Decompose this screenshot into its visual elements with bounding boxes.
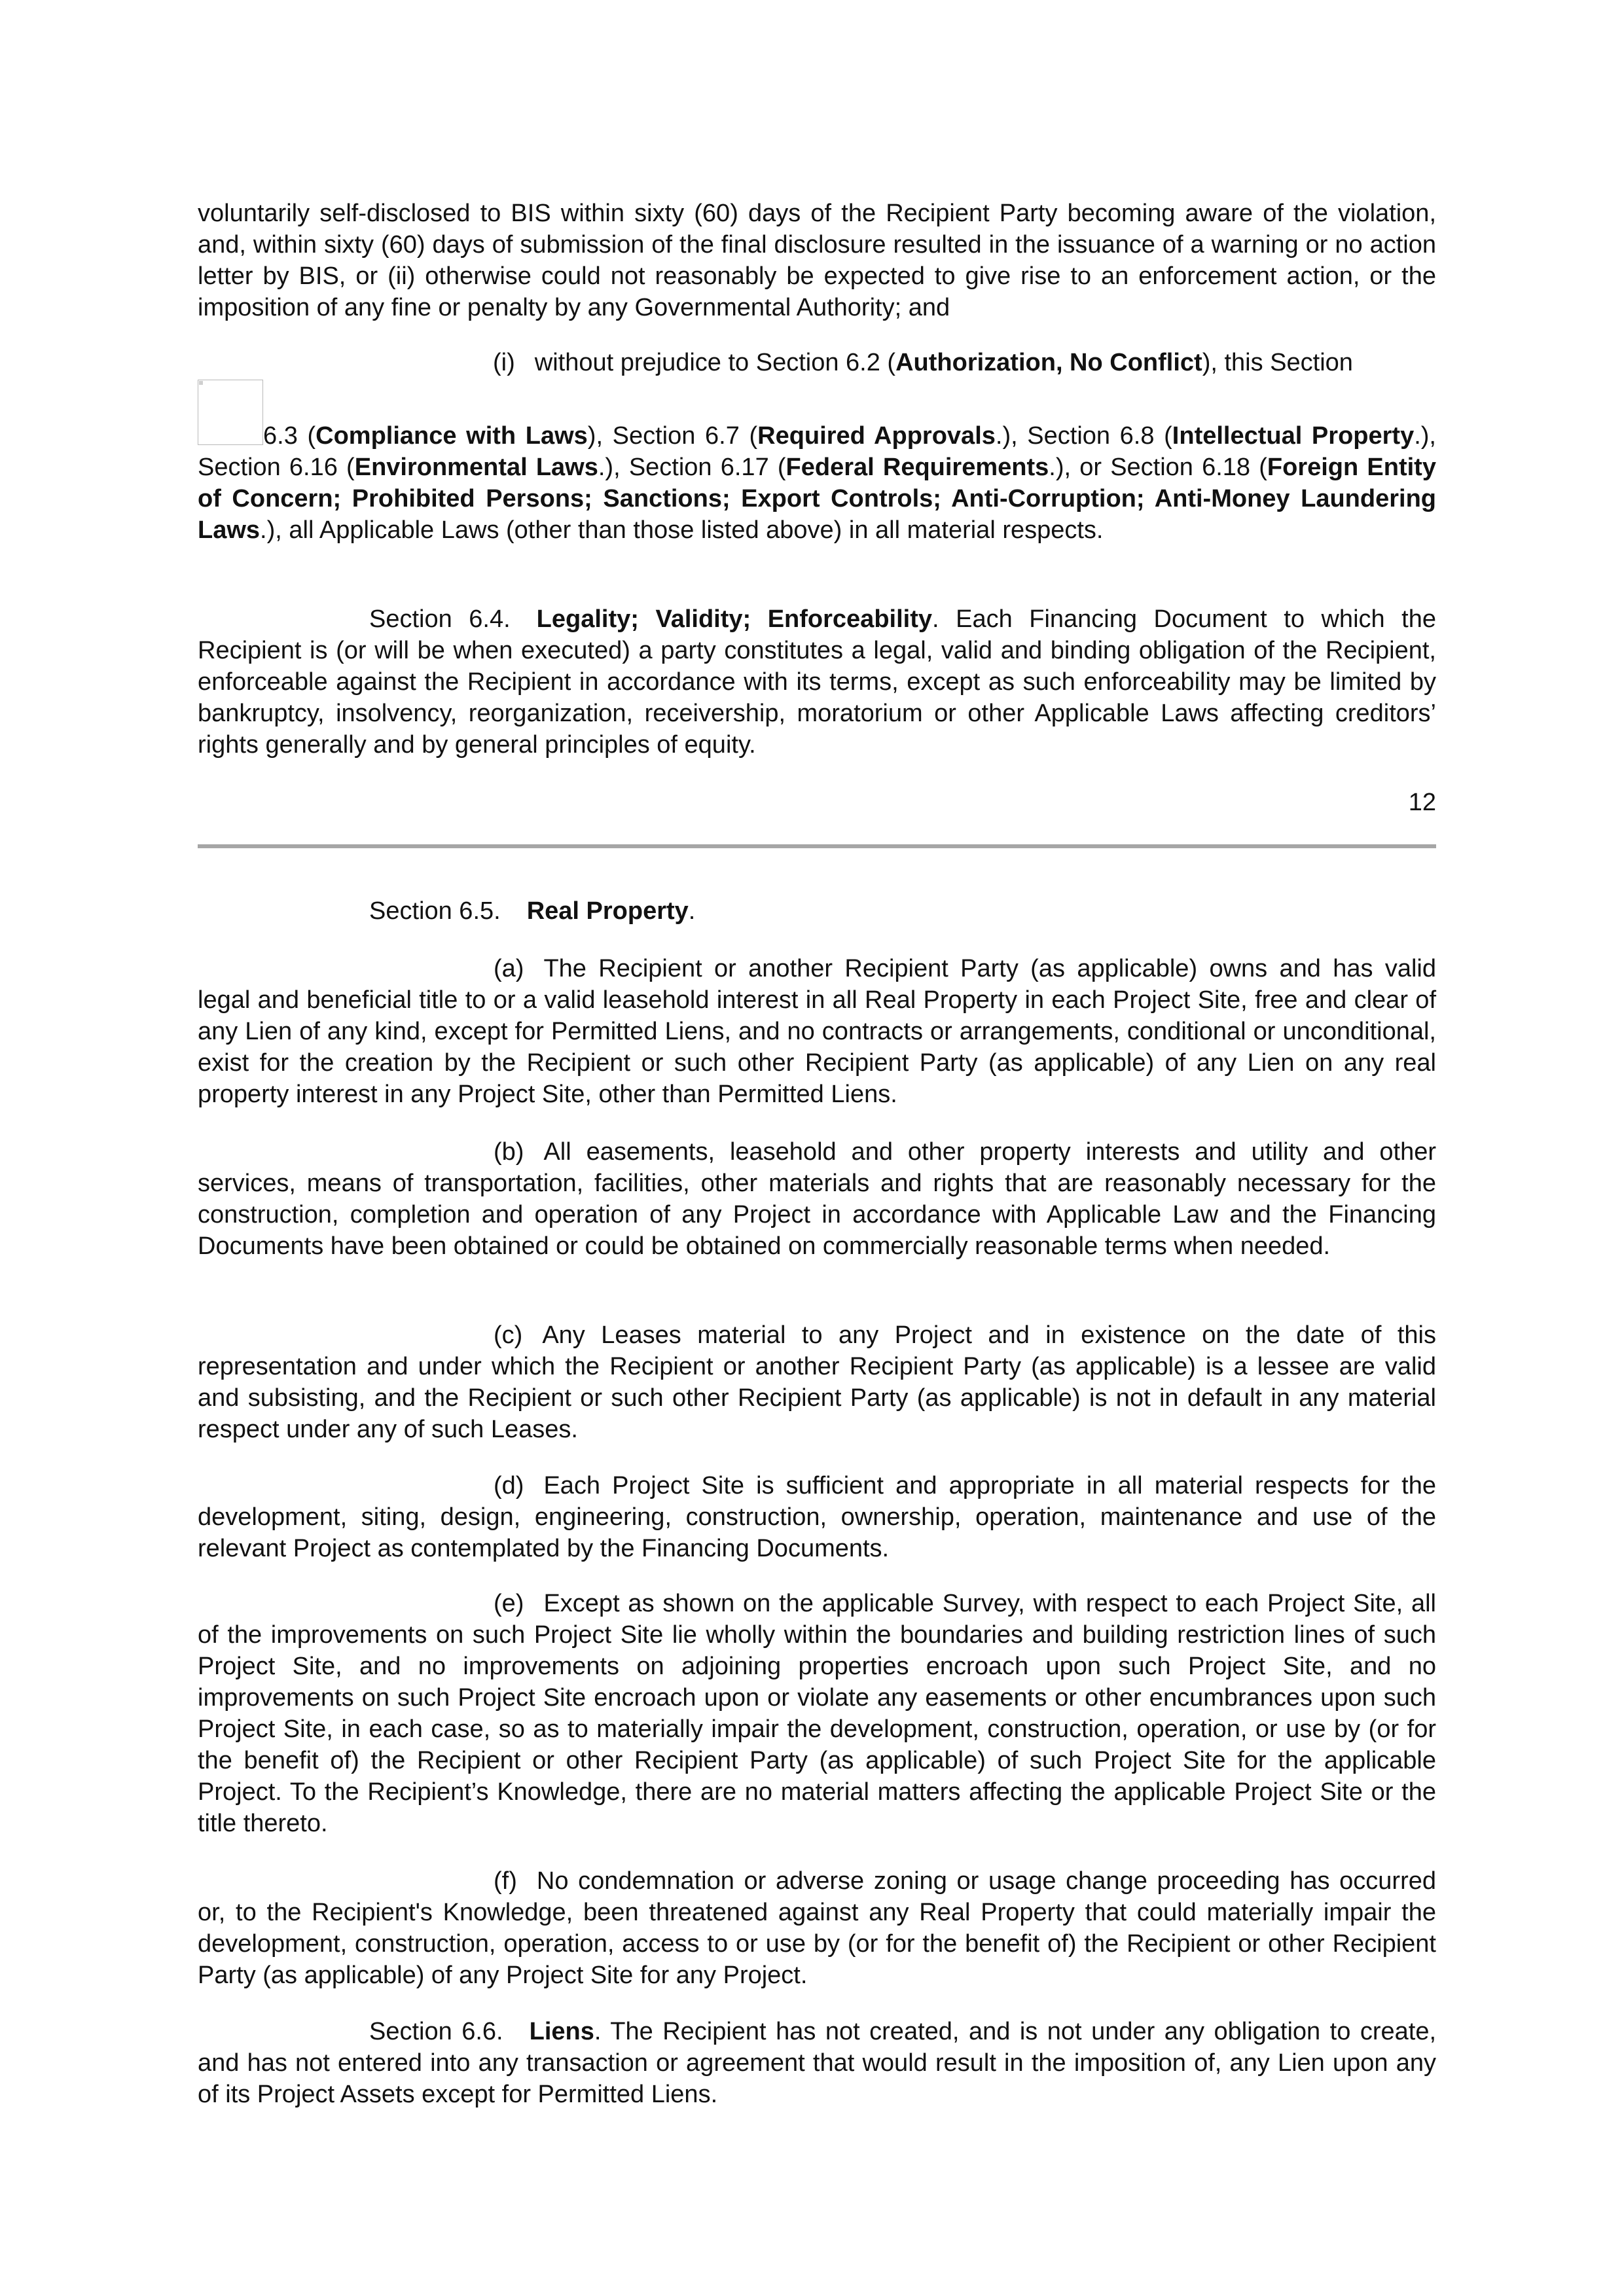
section-6-4-number: Section 6.4.	[369, 605, 511, 633]
page-number: 12	[1408, 789, 1436, 816]
item-a-paragraph: (a) The Recipient or another Recipient Party (as applicable) owns and has valid legal and beneficial title to or a valid leasehold interest in all Real Property in each Project Site, free and clear of any Lien of any kind, except for Permitted Liens, and no contracts or arrangements, conditional or unconditional, exist for the creation by the Recipient or such other Recipient Party (as applicable) of any Lien on any real property interest in any Project Site, other than Permitted Liens.	[198, 955, 1436, 1108]
section-6-4-title: Legality; Validity; Enforceability	[536, 605, 932, 633]
section-6-4-paragraph: Section 6.4. Legality; Validity; Enforceability. Each Financing Document to which the Recipient is (or will be when executed) a party constitutes a legal, valid and binding obligation of the Recipient, enforceable against the Recipient in accordance with its terms, except as such enforceability may be limited by bankruptcy, insolvency, reorganization, receivership, moratorium or other Applicable Laws affecting creditors’ rights generally and by general principles of equity.	[198, 605, 1437, 759]
broken-image-icon	[199, 381, 203, 385]
item-e-paragraph: (e) Except as shown on the applicable Survey, with respect to each Project Site, all of the improvements on such Project Site lie wholly within the boundaries and building restriction lines of such Project Site, and no improvements on adjoining properties encroach upon such Project Site, and no improvements on such Project Site encroach upon or violate any easements or other encumbrances upon such Project Site, in each case, so as to materially impair the development, construction, operation, or use by (or for the benefit of) the Recipient or other Recipient Party (as applicable) of such Project Site for the applicable Project. To the Recipient’s Knowledge, there are no material matters affecting the applicable Project Site or the title thereto.	[198, 1590, 1436, 1837]
item-a-marker: (a)	[494, 955, 524, 982]
clause-i-marker: (i)	[493, 349, 515, 376]
section-6-6-number: Section 6.6.	[369, 2018, 503, 2045]
item-f-marker: (f)	[494, 1867, 517, 1895]
page-break-divider	[198, 844, 1436, 848]
section-6-5-heading: Section 6.5. Real Property.	[369, 897, 696, 925]
clause-i-continuation: 6.3 (Compliance with Laws), Section 6.7 (Required Approvals.), Section 6.8 (Intellectual Property.), Section 6.16 (Environmental Laws.), Section 6.17 (Federal Requirements.), or Section 6.18 (Foreign Entity of Concern; Prohibited Persons; Sanctions; Export Controls; Anti-Corruption; Anti-Money Laundering Laws.), all Applicable Laws (other than those listed above) in all material respects.	[198, 422, 1436, 544]
section-6-5-title: Real Property	[526, 897, 689, 925]
clause-i-first-line: (i) without prejudice to Section 6.2 (Authorization, No Conflict), this Section	[493, 349, 1353, 376]
section-6-6-title: Liens	[529, 2018, 594, 2045]
item-c-paragraph: (c) Any Leases material to any Project and in existence on the date of this representation and under which the Recipient or another Recipient Party (as applicable) is a lessee are valid and subsisting, and the Recipient or such other Recipient Party (as applicable) is not in default in any material respect under any of such Leases.	[198, 1321, 1436, 1443]
item-b-marker: (b)	[494, 1138, 524, 1166]
item-e-marker: (e)	[494, 1590, 524, 1617]
intro-paragraph: voluntarily self-disclosed to BIS within sixty (60) days of the Recipient Party becoming aware of the violation, and, within sixty (60) days of submission of the final disclosure resulted in the issuance of a warning or no action letter by BIS, or (ii) otherwise could not reasonably be expected to give rise to an enforcement action, or the imposition of any fine or penalty by any Governmental Authority; and	[198, 200, 1436, 321]
item-d-paragraph: (d) Each Project Site is sufficient and appropriate in all material respects for the development, siting, design, engineering, construction, ownership, operation, maintenance and use of the relevant Project as contemplated by the Financing Documents.	[198, 1472, 1436, 1562]
item-f-paragraph: (f) No condemnation or adverse zoning or usage change proceeding has occurred or, to the Recipient's Knowledge, been threatened against any Real Property that could materially impair the development, construction, operation, access to or use by (or for the benefit of) the Recipient or other Recipient Party (as applicable) of any Project Site for any Project.	[198, 1867, 1436, 1989]
item-c-marker: (c)	[494, 1321, 523, 1349]
section-6-5-number: Section 6.5.	[369, 897, 501, 925]
section-6-6-paragraph: Section 6.6. Liens. The Recipient has not created, and is not under any obligation to create, and has not entered into any transaction or agreement that would result in the imposition of, any Lien upon any of its Project Assets except for Permitted Liens.	[198, 2018, 1437, 2108]
item-d-marker: (d)	[494, 1472, 524, 1499]
item-b-paragraph: (b) All easements, leasehold and other property interests and utility and other services, means of transportation, facilities, other materials and rights that are reasonably necessary for the construction, completion and operation of any Project in accordance with Applicable Law and the Financing Documents have been obtained or could be obtained on commercially reasonable terms when needed.	[198, 1138, 1436, 1260]
clause-i-bold-authorization: Authorization, No Conflict	[895, 349, 1202, 376]
